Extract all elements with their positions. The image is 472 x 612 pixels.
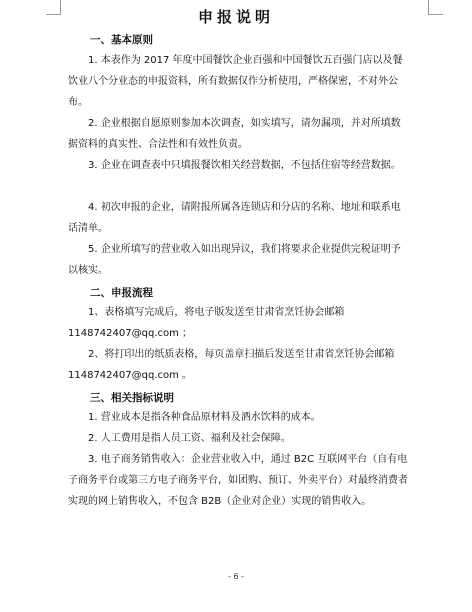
page-number: - 6 -	[228, 572, 244, 581]
paragraph-2-2: 2、将打印出的纸质表格，每页盖章扫描后发送至甘肃省烹饪协会邮箱 1148742407@qq.com 。	[68, 349, 395, 381]
paragraph-3-3: 3. 电子商务销售收入：企业营业收入中，通过 B2C 互联网平台（自有电子商务平台或第三方电子商务平台，如团购、预订、外卖平台）对最终消费者实现的网上销售收入，不包含 B2B（企业对企业）实现的销售收入。	[68, 454, 408, 507]
paragraph-1-1: 1. 本表作为 2017 年度中国餐饮企业百强和中国餐饮五百强门店以及餐饮业八个分业态的申报资料，所有数据仅作分析使用，严格保密，不对外公布。	[68, 55, 403, 108]
section-heading-process: 二、申报流程	[90, 287, 153, 299]
paragraph-1-3: 3. 企业在调查表中只填报餐饮相关经营数据，不包括住宿等经营数据。	[88, 160, 401, 171]
paragraph-3-2: 2. 人工费用是指人员工资、福利及社会保障。	[88, 433, 291, 444]
section-heading-indicators: 三、相关指标说明	[90, 392, 174, 404]
paragraph-2-1: 1、表格填写完成后，将电子版发送至甘肃省烹饪协会邮箱1148742407@qq.com ；	[68, 307, 345, 339]
paragraph-3-1: 1. 营业成本是指各种食品原材料及酒水饮料的成本。	[88, 412, 321, 423]
paragraph-1-4: 4. 初次申报的企业，请附报所属各连锁店和分店的名称、地址和联系电话清单。	[68, 202, 401, 234]
page-title: 申报说明	[197, 8, 274, 26]
paragraph-1-5: 5. 企业所填写的营业收入如出现异议，我们将要求企业提供完税证明予以核实。	[68, 244, 401, 276]
section-heading-basic-principles: 一、基本原则	[90, 34, 153, 46]
paragraph-1-2: 2. 企业根据自愿原则参加本次调查，如实填写，请勿漏项，并对所填数据资料的真实性、合法性和有效性负责。	[68, 118, 401, 150]
